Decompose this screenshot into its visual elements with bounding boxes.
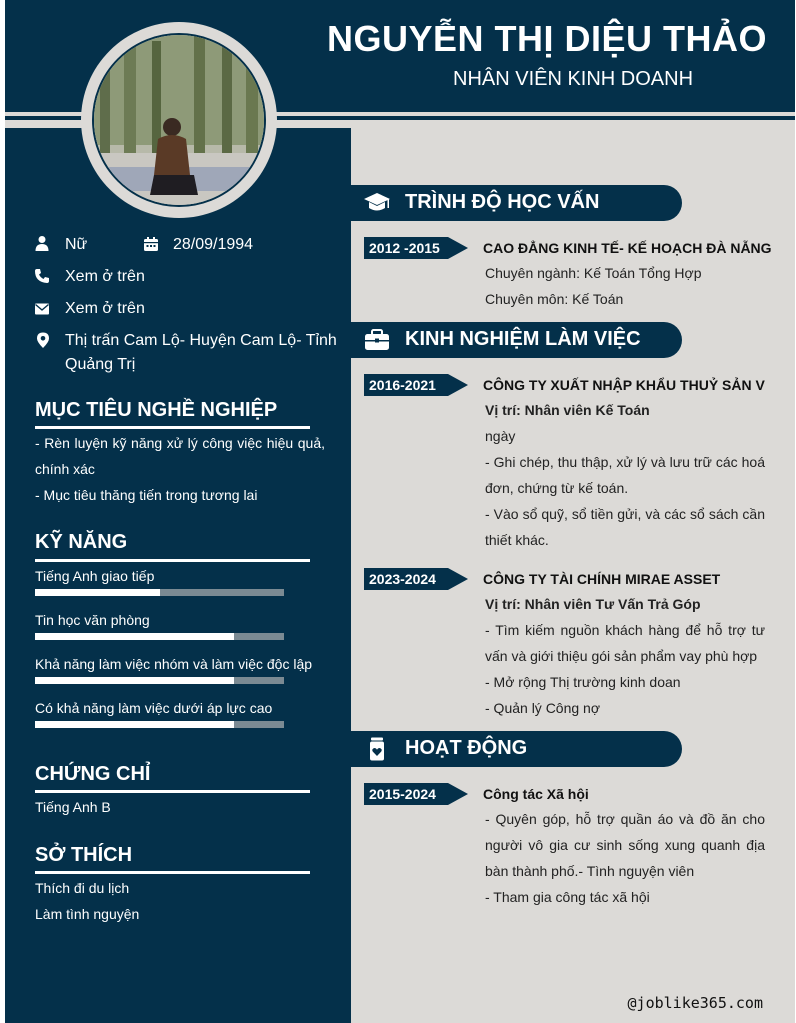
mail-icon xyxy=(34,301,50,317)
skill-name: Tiếng Anh giao tiếp xyxy=(35,568,155,584)
activities-section-header xyxy=(351,731,682,767)
experience-date-tag xyxy=(364,568,468,590)
skill-bar-fill xyxy=(35,721,234,728)
education-line: Chuyên môn: Kế Toán xyxy=(485,291,624,307)
experience-details xyxy=(485,397,765,553)
skill-bar-fill xyxy=(35,589,160,596)
objective-rule xyxy=(35,426,310,429)
hobbies-heading: SỞ THÍCH xyxy=(35,844,133,866)
job-title: NHÂN VIÊN KINH DOANH xyxy=(453,68,694,90)
briefcase-icon xyxy=(363,328,391,352)
education-school: CAO ĐẲNG KINH TẾ- KẾ HOẠCH ĐÀ NẴNG xyxy=(483,240,772,256)
heart-jar-icon xyxy=(363,737,391,761)
watermark: @joblike365.com xyxy=(627,994,763,1012)
education-line: Chuyên ngành: Kế Toán Tổng Hợp xyxy=(485,265,702,281)
hobbies-rule xyxy=(35,871,310,874)
activity-title: Công tác Xã hội xyxy=(483,786,589,802)
experience-position: Vị trí: Nhân viên Kế Toán xyxy=(485,402,650,418)
education-details xyxy=(485,260,765,312)
objective-list xyxy=(35,430,325,508)
skill-bar-fill xyxy=(35,633,234,640)
experience-period: 2023-2024 xyxy=(369,571,436,587)
experience-line: ngày xyxy=(485,428,516,444)
activity-line: - Quyên góp, hỗ trợ quần áo và đồ ăn cho người vô gia cư sinh sống xung quanh địa bàn thành phố.- Tình nguyện viên xyxy=(485,811,765,879)
experience-period: 2016-2021 xyxy=(369,377,436,393)
skill-name: Khả năng làm việc nhóm và làm việc độc lập xyxy=(35,656,313,672)
activities-heading: HOẠT ĐỘNG xyxy=(405,737,528,759)
experience-line: - Mở rộng Thị trường kinh doan xyxy=(485,674,681,690)
skills-heading: KỸ NĂNG xyxy=(35,531,128,553)
experience-details xyxy=(485,591,765,721)
location-pin-icon xyxy=(35,332,51,348)
experience-section-header xyxy=(351,322,682,358)
experience-line: - Ghi chép, thu thập, xử lý và lưu trữ các hoá đơn, chứng từ kế toán. xyxy=(485,454,765,496)
experience-line: - Tìm kiếm nguồn khách hàng để hỗ trợ tư vấn và giới thiệu gói sản phẩm vay phù hợp xyxy=(485,622,765,664)
certificates-rule xyxy=(35,790,310,793)
experience-line: - Quản lý Công nợ xyxy=(485,700,601,716)
experience-date-tag xyxy=(364,374,468,396)
activity-details xyxy=(485,806,765,910)
objective-item: - Rèn luyện kỹ năng xử lý công việc hiệu quả, chính xác xyxy=(35,435,325,477)
objective-item: - Mục tiêu thăng tiến trong tương lai xyxy=(35,487,258,503)
experience-company: CÔNG TY XUẤT NHẬP KHẨU THUỶ SẢN V xyxy=(483,377,765,393)
skill-name: Tin học văn phòng xyxy=(35,612,150,628)
education-period: 2012 -2015 xyxy=(369,240,440,256)
certificates-heading: CHỨNG CHỈ xyxy=(35,763,151,785)
skill-bar xyxy=(35,721,284,728)
skill-bar xyxy=(35,633,284,640)
profile-photo xyxy=(92,33,266,207)
skill-bar-fill xyxy=(35,677,234,684)
candidate-name: NGUYỄN THỊ DIỆU THẢO xyxy=(326,18,767,59)
hobby-item: Thích đi du lịch xyxy=(35,880,130,896)
address-value: Thị trấn Cam Lộ- Huyện Cam Lộ- Tỉnh Quảng Trị xyxy=(65,332,337,373)
user-icon xyxy=(34,235,50,251)
education-section-header xyxy=(351,185,682,221)
hobby-item: Làm tình nguyện xyxy=(35,906,140,922)
experience-position: Vị trí: Nhân viên Tư Vấn Trả Góp xyxy=(485,596,701,612)
birthdate-value: 28/09/1994 xyxy=(173,236,254,253)
skill-bar xyxy=(35,677,284,684)
experience-heading: KINH NGHIỆM LÀM VIỆC xyxy=(405,328,641,350)
education-heading: TRÌNH ĐỘ HỌC VẤN xyxy=(405,191,600,213)
activity-line: - Tham gia công tác xã hội xyxy=(485,889,650,905)
education-date-tag xyxy=(364,237,468,259)
experience-company: CÔNG TY TÀI CHÍNH MIRAE ASSET xyxy=(483,571,721,587)
resume-page xyxy=(5,0,795,1023)
objective-heading: MỤC TIÊU NGHỀ NGHIỆP xyxy=(35,399,278,421)
skill-bar xyxy=(35,589,284,596)
skill-name: Có khả năng làm việc dưới áp lực cao xyxy=(35,700,273,716)
graduation-cap-icon xyxy=(363,191,391,215)
experience-line: - Vào sổ quỹ, sổ tiền gửi, và các sổ sách cần thiết khác. xyxy=(485,506,765,548)
gender-value: Nữ xyxy=(65,236,88,253)
activity-date-tag xyxy=(364,783,468,805)
certificate-item: Tiếng Anh B xyxy=(35,799,111,815)
email-value: Xem ở trên xyxy=(65,300,145,317)
activity-period: 2015-2024 xyxy=(369,786,436,802)
phone-icon xyxy=(34,268,50,284)
skills-rule xyxy=(35,559,310,562)
hobbies-list xyxy=(35,875,325,927)
calendar-icon xyxy=(143,236,159,252)
phone-value: Xem ở trên xyxy=(65,268,145,285)
